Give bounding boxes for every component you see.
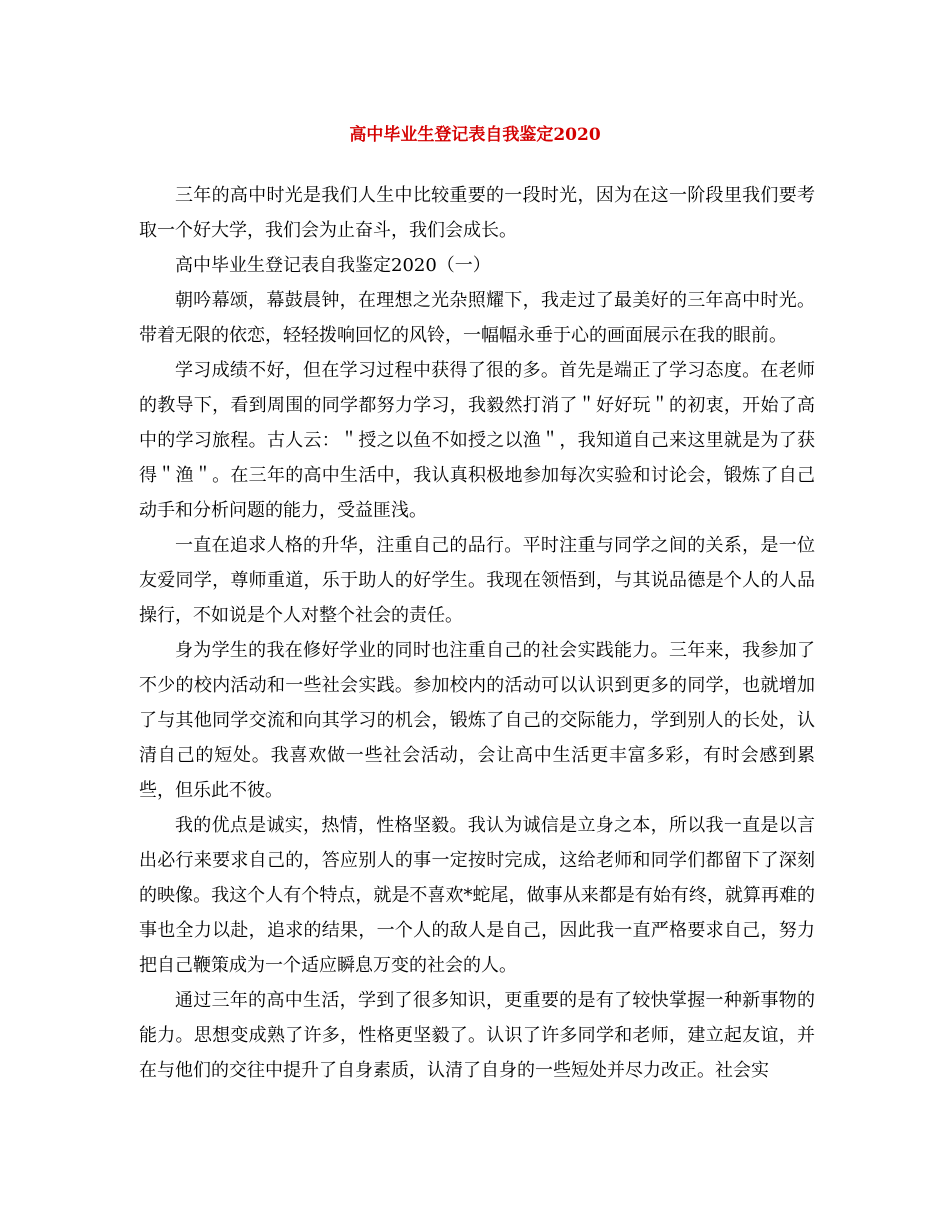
paragraph-summary: 通过三年的高中生活，学到了很多知识，更重要的是有了较快掌握一种新事物的能力。思想变成熟了许多，性格更坚毅了。认识了许多同学和老师，建立起友谊，并在与他们的交往中提升了自身素质，认清了自身的一些短处并尽力改正。社会实 — [139, 990, 815, 1081]
document-body — [139, 178, 815, 1088]
document-title: 高中毕业生登记表自我鉴定2020 — [349, 125, 601, 145]
paragraph-opening: 朝吟幕颂，幕鼓晨钟，在理想之光杂照耀下，我走过了最美好的三年高中时光。带着无限的依恋，轻轻拨响回忆的风铃，一幅幅永垂于心的画面展示在我的眼前。 — [139, 290, 815, 346]
paragraph-section-heading: 高中毕业生登记表自我鉴定2020（一） — [175, 255, 491, 276]
paragraph-intro: 三年的高中时光是我们人生中比较重要的一段时光，因为在这一阶段里我们要考取一个好大学，我们会为止奋斗，我们会成长。 — [139, 185, 815, 241]
paragraph-strengths: 我的优点是诚实，热情，性格坚毅。我认为诚信是立身之本，所以我一直是以言出必行来要求自己的，答应别人的事一定按时完成，这给老师和同学们都留下了深刻的映像。我这个人有个特点，就是不喜欢*蛇尾，做事从来都是有始有终，就算再难的事也全力以赴，追求的结果，一个人的敌人是自己，因此我一直严格要求自己，努力把自己鞭策成为一个适应瞬息万变的社会的人。 — [139, 815, 815, 976]
paragraph-character: 一直在追求人格的升华，注重自己的品行。平时注重与同学之间的关系，是一位友爱同学，尊师重道，乐于助人的好学生。我现在领悟到，与其说品德是个人的人品操行，不如说是个人对整个社会的责任。 — [139, 535, 815, 626]
paragraph-social-practice: 身为学生的我在修好学业的同时也注重自己的社会实践能力。三年来，我参加了不少的校内活动和一些社会实践。参加校内的活动可以认识到更多的同学，也就增加了与其他同学交流和向其学习的机会，锻炼了自己的交际能力，学到别人的长处，认清自己的短处。我喜欢做一些社会活动，会让高中生活更丰富多彩，有时会感到累些，但乐此不彼。 — [139, 640, 815, 801]
paragraph-study: 学习成绩不好，但在学习过程中获得了很的多。首先是端正了学习态度。在老师的教导下，看到周围的同学都努力学习，我毅然打消了＂好好玩＂的初衷，开始了高中的学习旅程。古人云：＂授之以鱼不如授之以渔＂，我知道自己来这里就是为了获得＂渔＂。在三年的高中生活中，我认真积极地参加每次实验和讨论会，锻炼了自己动手和分析问题的能力，受益匪浅。 — [139, 360, 815, 521]
